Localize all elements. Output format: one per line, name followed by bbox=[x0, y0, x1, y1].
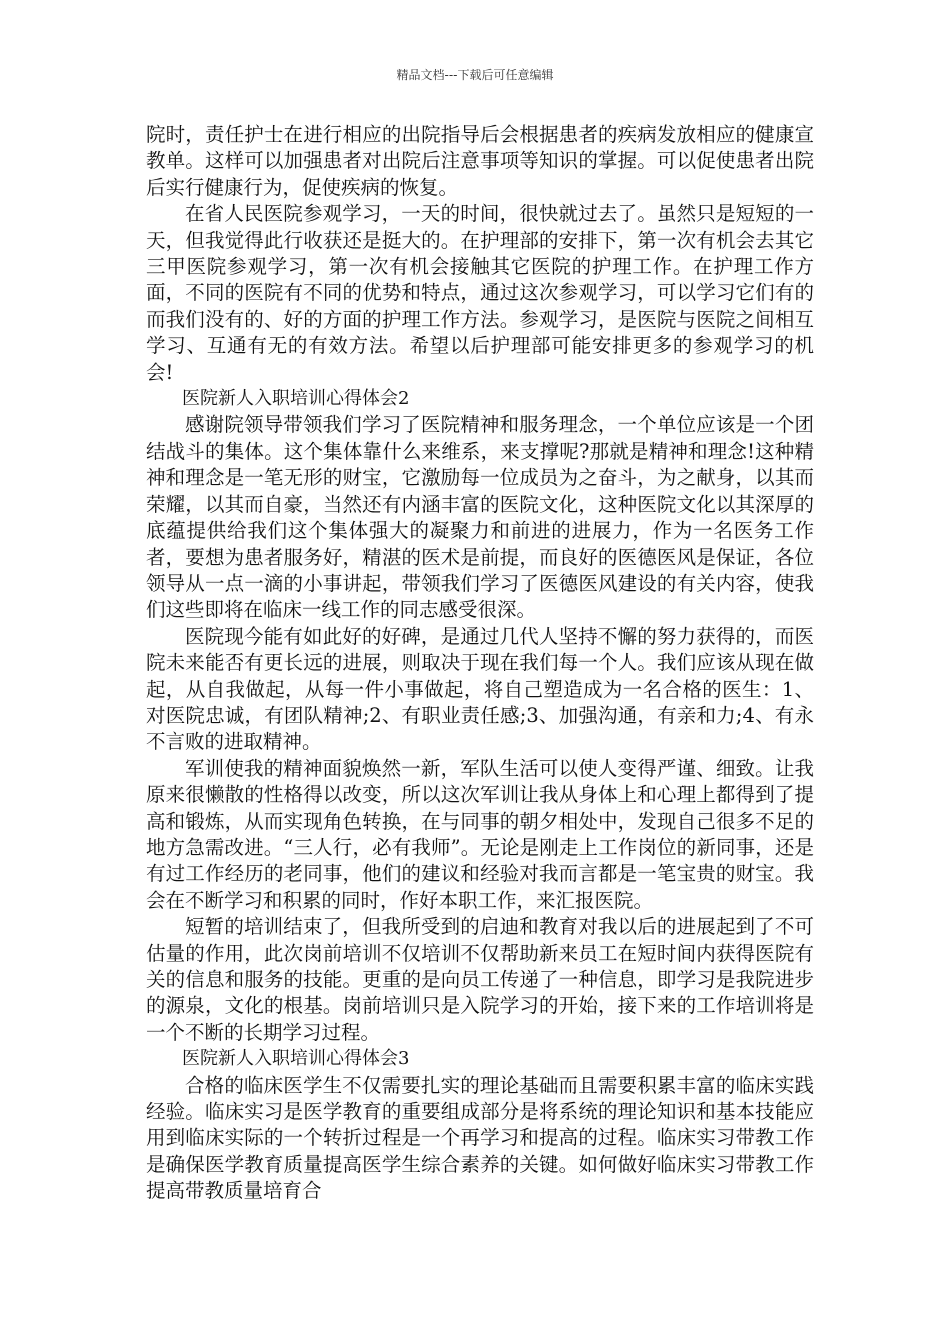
page-header: 精品文档---下载后可任意编辑 bbox=[396, 68, 554, 82]
paragraph-hospital-spirit: 感谢院领导带领我们学习了医院精神和服务理念，一个单位应该是一个团结战斗的集体。这个集体靠什么来维系，来支撑呢?那就是精神和理念!这种精神和理念是一笔无形的财宝，它激励每一位成员为之奋斗，为之献身，以其而荣耀，以其而自豪，当然还有内涵丰富的医院文化，这种医院文化以其深厚的底蕴提供给我们这个集体强大的凝聚力和前进的进展力，作为一名医务工作者，要想为患者服务好，精湛的医术是前提，而良好的医德医风是保证，各位领导从一点一滴的小事讲起，带领我们学习了医德医风建设的有关内容，使我们这些即将在临床一线工作的同志感受很深。 bbox=[146, 413, 814, 622]
paragraph-military-training: 军训使我的精神面貌焕然一新，军队生活可以使人变得严谨、细致。让我原来很懒散的性格得以改变，所以这次军训让我从身体上和心理上都得到了提高和锻炼，从而实现角色转换，在与同事的朝夕相处中，发现自己很多不足的地方急需改进。“三人行，必有我师”。无论是刚走上工作岗位的新同事，还是有过工作经历的老同事，他们的建议和经验对我而言都是一笔宝贵的财宝。我会在不断学习和积累的同时，作好本职工作，来汇报医院。 bbox=[146, 756, 814, 912]
section-heading-2: 医院新人入职培训心得体会2 bbox=[182, 388, 410, 410]
paragraph-training-end: 短暂的培训结束了，但我所受到的启迪和教育对我以后的进展起到了不可估量的作用，此次岗前培训不仅培训不仅帮助新来员工在短时间内获得医院有关的信息和服务的技能。更重的是向员工传递了一种信息，即学习是我院进步的源泉，文化的根基。岗前培训只是入院学习的开始，接下来的工作培训将是一个不断的长期学习过程。 bbox=[146, 915, 814, 1044]
paragraph-hospital-reputation: 医院现今能有如此好的好碑，是通过几代人坚持不懈的努力获得的，而医院未来能否有更长远的进展，则取决于现在我们每一个人。我们应该从现在做起，从自我做起，从每一件小事做起，将自己塑造成为一名合格的医生：1、对医院忠诚，有团队精神;2、有职业责任感;3、加强沟通，有亲和力;4、有永不言败的进取精神。 bbox=[146, 624, 814, 754]
section-heading-3: 医院新人入职培训心得体会3 bbox=[182, 1048, 410, 1070]
paragraph-continuation: 院时，责任护士在进行相应的出院指导后会根据患者的疾病发放相应的健康宣教单。这样可以加强患者对出院后注意事项等知识的掌握。可以促使患者出院后实行健康行为，促使疾病的恢复。 bbox=[146, 123, 814, 199]
paragraph-visit-study: 在省人民医院参观学习，一天的时间，很快就过去了。虽然只是短短的一天，但我觉得此行收获还是挺大的。在护理部的安排下，第一次有机会去其它三甲医院参观学习，第一次有机会接触其它医院的护理工作。在护理工作方面，不同的医院有不同的优势和特点，通过这次参观学习，可以学习它们有的而我们没有的、好的方面的护理工作方法。参观学习，是医院与医院之间相互学习、互通有无的有效方法。希望以后护理部可能安排更多的参观学习的机会! bbox=[146, 202, 814, 384]
paragraph-clinical-practice: 合格的临床医学生不仅需要扎实的理论基础而且需要积累丰富的临床实践经验。临床实习是医学教育的重要组成部分是将系统的理论知识和基本技能应用到临床实际的一个转折过程是一个再学习和提高的过程。临床实习带教工作是确保医学教育质量提高医学生综合素养的关键。如何做好临床实习带教工作提高带教质量培育合 bbox=[146, 1073, 814, 1203]
document-body bbox=[146, 122, 814, 1205]
